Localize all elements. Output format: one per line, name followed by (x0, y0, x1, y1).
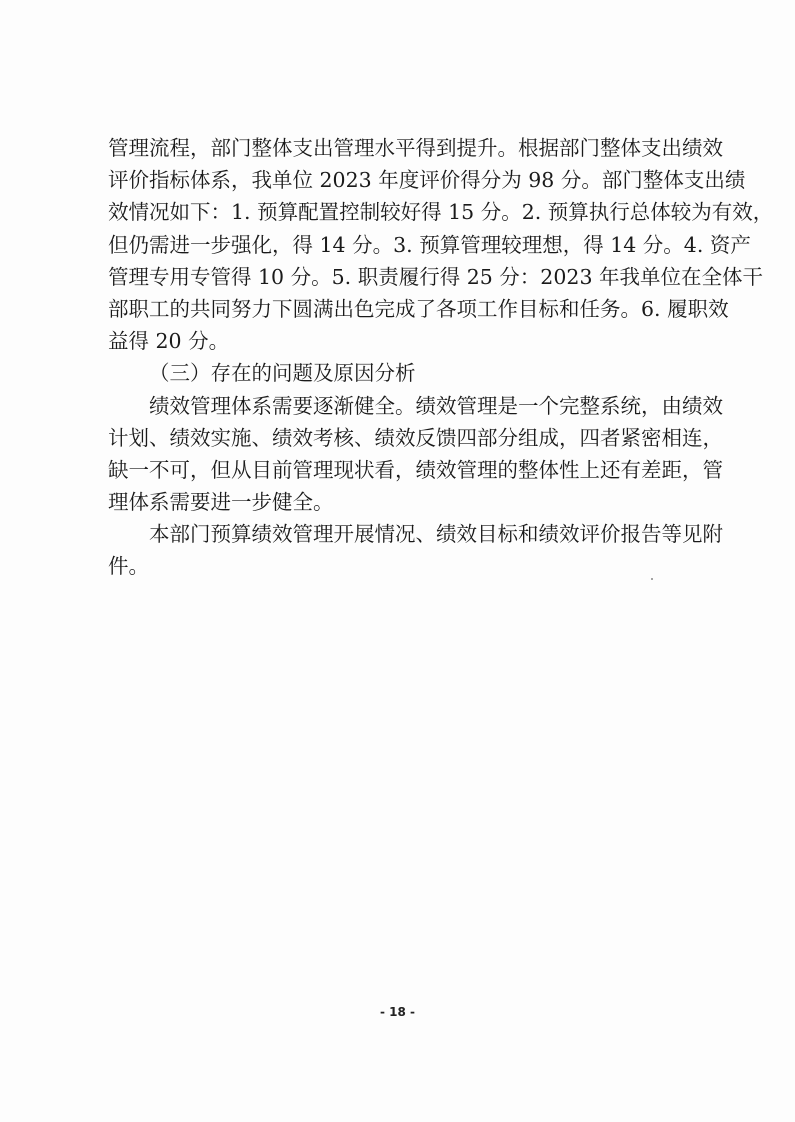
section-heading: （三）存在的问题及原因分析 (149, 361, 416, 386)
text-line: 计划、绩效实施、绩效考核、绩效反馈四部分组成，四者紧密相连， (108, 425, 723, 450)
text-line: 件。 (108, 554, 149, 579)
page-number: - 18 - (379, 1005, 415, 1019)
text-line: 部职工的共同努力下圆满出色完成了各项工作目标和任务。6. 履职效 (108, 296, 729, 321)
paragraph-problems (108, 390, 723, 519)
text-line: 评价指标体系，我单位 2023 年度评价得分为 98 分。部门整体支出绩 (108, 168, 746, 193)
text-line: 益得 20 分。 (108, 329, 230, 354)
page-body (108, 132, 774, 583)
paragraph-attachments (108, 518, 723, 582)
paragraph-performance-score (108, 132, 774, 357)
text-line: 缺一不可，但从目前管理现状看，绩效管理的整体性上还有差距，管 (108, 457, 723, 482)
text-line: 理体系需要进一步健全。 (108, 490, 334, 515)
text-line: 管理专用专管得 10 分。5. 职责履行得 25 分：2023 年我单位在全体干 (108, 264, 763, 289)
text-line: 管理流程，部门整体支出管理水平得到提升。根据部门整体支出绩效 (108, 136, 723, 160)
text-line: 效情况如下：1. 预算配置控制较好得 15 分。2. 预算执行总体较为有效， (108, 200, 774, 225)
text-line: 但仍需进一步强化，得 14 分。3. 预算管理较理想，得 14 分。4. 资产 (108, 232, 751, 257)
scan-speck (651, 578, 653, 580)
text-line: 绩效管理体系需要逐渐健全。绩效管理是一个完整系统，由绩效 (149, 393, 723, 418)
text-line: 本部门预算绩效管理开展情况、绩效目标和绩效评价报告等见附 (149, 522, 723, 547)
